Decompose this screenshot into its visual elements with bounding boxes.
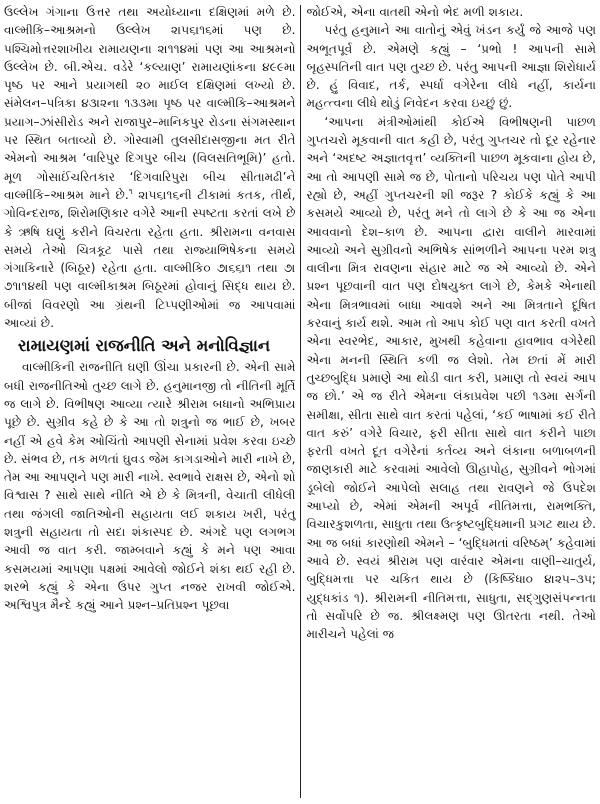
section-heading: રામાયણમાં રાજનીતિ અને મનોવિજ્ઞાન	[18, 336, 271, 356]
two-column-layout	[4, 3, 596, 804]
left-column	[4, 3, 300, 804]
right-column	[301, 3, 597, 804]
right-paragraph-2: પરંતુ હનુમાને આ વાતોનું એવું ખંડન કર્યું જે આજે પણ અભૂતપૂર્વ છે. એમણે કહ્યું – ‘પ્રભો ! આપની સામે બૃહસ્પતિની વાત પણ તુચ્છ છે. પરંતુ આપની આજ્ઞા શિરોધાર્ય છે. હું વિવાદ, તર્ક, સ્પર્ધા વગેરેના લીધે નહીં, કાર્યના મહત્ત્વના લીધે થોડું નિવેદન કરવા ઇચ્છું છું.	[306, 23, 596, 111]
right-paragraph-3: ‘આપના મંત્રીઓમાંથી કોઈએ વિભીષણની પાછળ ગુપ્તચરો મૂકવાની વાત કહી છે, પરંતુ ગુપ્તચર તો દૂર રહેનાર અને ‘અદષ્ટ અજ્ઞાતવૃત્ત’ વ્યક્તિની પાછળ મૂકવાના હોય છે, આ તો આપણી સામે જ છે, પોતાનો પરિચય પણ પોતે આપી રહ્યો છે, અહીં ગુપ્તચરની શી જરૂર ? કોઈકે કહ્યું કે આ કસમયે આવ્યો છે, પરંતુ મને તો લાગે છે કે આ જ એના આવવાનો દેશ–કાળ છે. આપના દ્વારા વાલીને મારવામાં આવ્યો અને સુગ્રીવનો અભિષેક સાંભળીને આપના પરમ શત્રુ વાલીના મિત્ર રાવણના સંહાર માટે જ એ આવ્યો છે. એને પ્રશ્ન પૂછવાની વાત પણ દોષયુક્ત લાગે છે, કેમકે એનાથી એના મિત્રભાવમાં બાધા આવશે અને આ મિત્રતાને દૂષિત કરવાનું કાર્ય થશે. આમ તો આપ કોઈ પણ વાત કરતી વખતે એના સ્વરભેદ, આકાર, મુખથી કહેવાના હાવભાવ વગેરેથી એના મનની સ્થિતિ કળી જ લેશો. તેમ છતાં મેં મારી તુચ્છબુદ્ધિ પ્રમાણે આ થોડી વાત કરી, પ્રમાણ તો સ્વયં આપ જ છો.’ એ જ રીતે એમના લંકાપ્રવેશ પછી ૧૩મા સર્ગની સમીક્ષા, સીતા સાથે વાત કરતાં પહેલાં, ‘કઈ ભાષામાં કઈ રીતે વાત કરું’ વગેરે વિચાર, ફરી સીતા સાથે વાત કરીને પાછા ફરતી વખતે દૂત વગેરેનાં કર્તવ્ય અને લંકાના બળાબળની જાણકારી માટે કરવામાં આવેલો ઊહાપોહ, સુગ્રીવને ભોગમાં ડૂબેલો જોઈને આપેલો સલાહ તથા રાવણને જે ઉપદેશ આપ્યો છે, એમાં એમની અપૂર્વ નીતિમત્તા, રામભક્તિ, વિચારકુશળતા, સાધુતા તથા ઉત્કૃષ્ટબુદ્ધિમાની પ્રગટ થાય છે. આ જ બધાં કારણોથી એમને – ‘બુદ્ધિમતાં વરિષ્ઠમ્’ કહેવામાં આવે છે. સ્વયં શ્રીરામ પણ વારંવાર એમના વાણી–ચાતુર્ય, બુદ્ધિમત્તા પર ચકિત થાય છે (કિષ્કિંધા૦ ૪।૨૫–૩૫; યુદ્ધકાંડ ૧). શ્રીરામની નીતિમત્તા, સાધુતા, સદ્ગુણસંપન્નતા તો સર્વોપરિ છે જ. શ્રીલક્ષ્મણ પણ ઊતરતા નથી. તેઓ મારીચને પહેલાં જ	[306, 114, 596, 642]
left-paragraph-1-text: ઉલ્લેખ ગંગાના ઉત્તર તથા અયોધ્યાના દક્ષિણમાં મળે છે. વાલ્મીકિ–આશ્રમનો ઉલ્લેખ ૨।૫૬।૧૬માં પણ છે. પશ્ચિમોત્તરશાખીય રામાયણના ૨।૧૧૪માં પણ આ આશ્રમનો ઉલ્લેખ છે. બી.એચ. વડેરે ‘કલ્યાણ’ રામાયણાંકના ૪૯૯મા પૃષ્ઠ પર આને પ્રયાગથી ૨૦ માઈલ દક્ષિણમાં લખ્યો છે. સંમેલન–પત્રિકા ૪૩।૨ના ૧૩૩મા પૃષ્ઠ પર વાલ્મીકિ–આશ્રમને પ્રયાગ–ઝાંસીરોડ અને રાજાપુર–માનિકપુર રોડના સંગમસ્થાન પર સ્થિત બતાવ્યો છે. ગોસ્વામી તુલસીદાસજીના મત રીતે એમનો આશ્રમ ‘વારિપુર દિગપુર બીચ (વિલસતિભૂમિ)’ હતો. મૂળ ગોસાઈંચરિતકાર ‘દિગવારિપુરા બીચ સીતામઢી’ને વાલ્મીકિ–આશ્રમ માને છે.	[4, 5, 296, 202]
left-paragraph-1b-text: ૨।૫૬।૧૬ની ટીકામાં કતક, તીર્થ, ગોવિન્દરાજ, શિરોમણિકાર વગેરે આની સ્પષ્ટતા કરતાં લખે છે કે ઋષિ ઘણું કરીને વિચરતા રહેતા હતા. શ્રીરામના વનવાસ સમયે તેઓ ચિત્રકૂટ પાસે તથા રાજ્યાભિષેકના સમયે ગંગાકિનારે (બિઠૂર) રહેતા હતા. વાલ્મીકિ૦ ૭।૬૬।૧ તથા ૭।૭૧।૧૪થી પણ વાલ્મીકાશ્રમ બિઠૂરમાં હોવાનું સિદ્ધ થાય છે. બીજાં વિવરણો આ ગ્રંથની ટિપ્પણીઓમાં જ આપવામાં આવ્યાં છે.	[4, 187, 296, 331]
right-paragraph-1: જોઈએ, એના વાતથી એનો ભેદ મળી શકાય.	[306, 5, 524, 19]
left-paragraph-2: વાલ્મીકિની રાજનીતિ ઘણી ઊંચા પ્રકારની છે. એની સામે બધી રાજનીતિઓ તુચ્છ લાગે છે. હનુમાનજી તો નીતિની મૂર્તિ જ લાગે છે. વિભીષણ આવ્યા ત્યારે શ્રીરામ બધાનો અભિપ્રાય પૂછે છે. સુગ્રીવ કહે છે કે આ તો શત્રુનો જ ભાઈ છે, ખબર નહીં એ હવે કેમ ઓચિંતો આપણી સેનામાં પ્રવેશ કરવા ઇચ્છે છે. સંભવ છે, તક મળતાં ઘુવડ જેમ કાગડાઓને મારી નાખે છે, તેમ આ આપણને પણ મારી નાખે. સ્વભાવે રાક્ષસ છે, એનો શો વિશ્વાસ ? સાથે સાથે નીતિ એ છે કે મિત્રની, વેચાતી લીધેલી તથા જંગલી જાતિઓની સહાયતા લઈ શકાય ખરી, પરંતુ શત્રુની સહાયતા તો સદા શંકાસ્પદ છે. અંગદે પણ લગભગ આવી જ વાત કરી. જામ્બવાને કહ્યું કે મને પણ આવા કસમયમાં આપણા પક્ષમાં આવેલો જોઈને શંકા થઈ રહી છે. શરભે કહ્યું કે એના ઉપર ગુપ્ત નજર રાખવી જોઈએ. અશ્વિપુત્ર મૈન્દે કહ્યું આને પ્રશ્ન–પ્રતિપ્રશ્ન પૂછવા	[4, 360, 296, 613]
left-paragraph-1	[4, 3, 296, 332]
footnote-marker: ૧	[128, 186, 133, 196]
